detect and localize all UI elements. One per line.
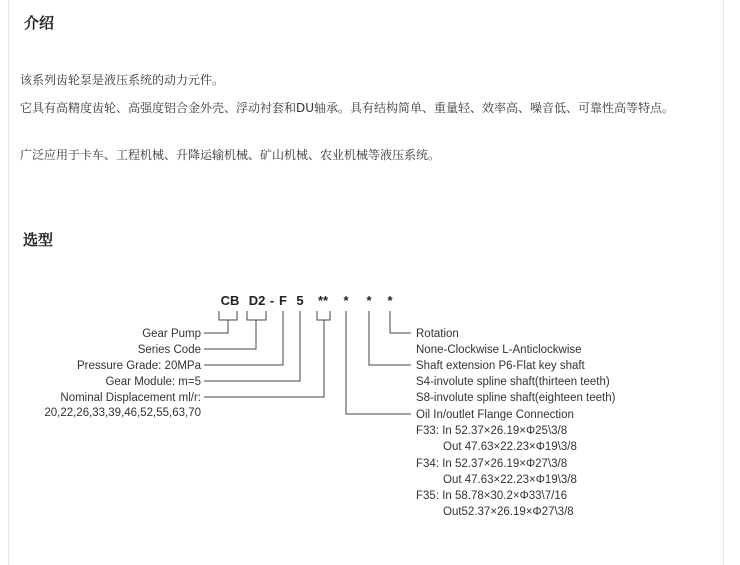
bracket-d2 [247,311,266,320]
connector-flange [346,311,411,414]
label-displacement-values: 20,22,26,33,39,46,52,55,63,70 [44,407,201,419]
label-nominal-displacement: Nominal Displacement ml/r: [60,392,201,404]
label-f33-out: Out 47.63×22.23×Φ19\3/8 [443,441,577,453]
label-shaft-extension: Shaft extension P6-Flat key shaft [416,360,585,372]
code-part-d2: D2 [248,293,266,308]
label-series-code: Series Code [137,344,201,356]
label-f34-out: Out 47.63×22.23×Φ19\3/8 [443,474,577,486]
model-code-diagram [0,280,740,525]
code-part-f: F [279,293,287,308]
label-gear-pump: Gear Pump [142,328,201,340]
code-part-rotation: * [387,293,393,308]
bracket-displacement [317,311,330,320]
label-shaft-s8: S8-involute spline shaft(eighteen teeth) [416,392,616,404]
intro-heading: 介绍 [24,14,55,32]
code-part-flange: * [343,293,349,308]
label-rotation: Rotation [416,328,459,340]
connector-gear-pump [204,320,228,333]
code-part-displacement: ** [317,293,329,308]
label-gear-module: Gear Module: m=5 [105,376,201,388]
connector-rotation [390,311,411,333]
connector-pressure-grade [204,311,283,365]
code-part-cb: CB [220,293,240,308]
intro-paragraph-1: 该系列齿轮泵是液压系统的动力元件。 [20,73,225,87]
connector-series-code [204,320,256,349]
code-part-dash: - [269,293,275,308]
intro-paragraph-3: 广泛应用于卡车、工程机械、升降运输机械、矿山机械、农业机械等液压系统。 [20,148,441,162]
bracket-cb [219,311,237,320]
intro-paragraph-2: 它具有高精度齿轮、高强度铝合金外壳、浮动衬套和DU轴承。具有结构简单、重量轻、效率高、噪音低、可靠性高等特点。 [20,101,675,115]
code-part-shaft: * [366,293,372,308]
code-part-5: 5 [296,293,304,308]
connector-gear-module [204,311,300,381]
label-f35-out: Out52.37×26.19×Φ27\3/8 [443,506,574,518]
label-flange-connection: Oil In/outlet Flange Connection [416,409,574,421]
label-rotation-options: None-Clockwise L-Anticlockwise [416,344,582,356]
label-f34-in: F34: In 52.37×26.19×Φ27\3/8 [416,458,568,470]
label-f33-in: F33: In 52.37×26.19×Φ25\3/8 [416,425,568,437]
label-shaft-s4: S4-involute spline shaft(thirteen teeth) [416,376,610,388]
label-f35-in: F35: In 58.78×30.2×Φ33\7/16 [416,490,568,502]
connector-displacement [204,320,324,397]
label-pressure-grade: Pressure Grade: 20MPa [76,360,201,372]
selection-heading: 选型 [23,231,54,249]
